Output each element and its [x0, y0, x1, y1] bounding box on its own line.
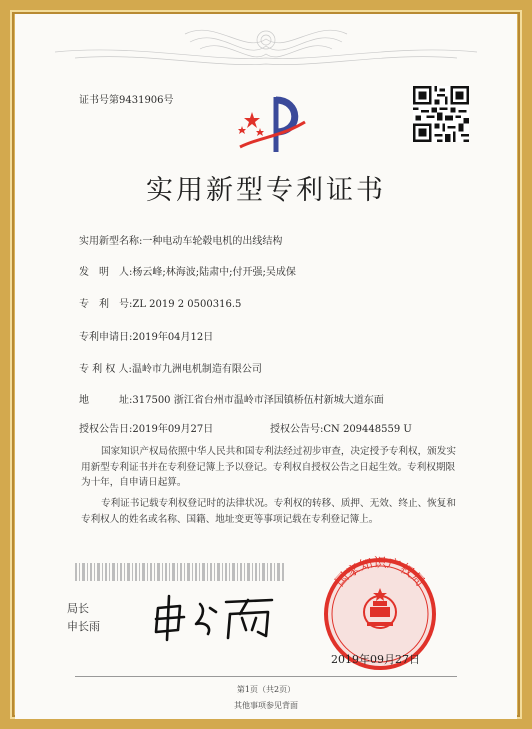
- certificate-title: 实用新型专利证书: [146, 175, 386, 206]
- field-label: 专利申请日:: [79, 332, 133, 343]
- director-title: 局长: [67, 603, 89, 615]
- field-value: ZL 2019 2 0500316.5: [132, 299, 242, 310]
- director-name: 申长雨: [67, 621, 100, 633]
- field-value: 温岭市九洲电机制造有限公司: [131, 364, 262, 375]
- field-value: 一种电动车轮毂电机的出线结构: [142, 236, 283, 247]
- grant-date-value: 2019年09月27日: [132, 424, 214, 435]
- field-value: 2019年04月12日: [132, 332, 214, 343]
- seal-date: 2019年09月27日: [331, 653, 420, 666]
- field-address: [79, 391, 384, 406]
- grant-number-label: 授权公告号:: [270, 424, 324, 435]
- certificate-number: 证书号第9431906号: [79, 95, 174, 106]
- qr-code-icon: [413, 86, 469, 142]
- grant-date-label: 授权公告日:: [79, 424, 133, 435]
- field-label: 发 明 人:: [79, 267, 133, 278]
- barcode-stripe: [75, 563, 285, 581]
- field-application-date: [79, 328, 213, 343]
- field-patentee: [79, 360, 262, 375]
- grant-number-row: [270, 420, 412, 435]
- field-label: 专 利 权 人:: [79, 364, 132, 375]
- legal-paragraph-1: 国家知识产权局依照中华人民共和国专利法经过初步审查，决定授予专利权，颁发实用新型专利证书并在专利登记簿上予以登记。专利权自授权公告之日起生效。专利权期限为十年，自申请日起算。: [81, 446, 456, 488]
- certificate-paper: [15, 14, 517, 719]
- footer-note: 其他事项参见背面: [234, 701, 298, 710]
- page-info: 第1页（共2页）: [236, 685, 296, 694]
- field-label: 专 利 号:: [79, 299, 133, 310]
- grant-date-row: [79, 420, 213, 435]
- field-value: 杨云峰;林海波;陆肃中;付开强;吴成保: [132, 267, 296, 278]
- grant-number-value: CN 209448559 U: [323, 424, 412, 435]
- guilloche-ornament: [15, 14, 517, 74]
- field-patent-number: [79, 295, 241, 310]
- field-label: 地 址:: [79, 395, 133, 406]
- seal-text: 国家知识产权局: [332, 556, 428, 590]
- field-name: [79, 232, 282, 247]
- field-value: 317500 浙江省台州市温岭市泽国镇桥伍村新城大道东面: [132, 395, 384, 406]
- legal-paragraph-2: 专利证书记载专利权登记时的法律状况。专利权的转移、质押、无效、终止、恢复和专利权人的姓名或名称、国籍、地址变更等事项记载在专利登记簿上。: [81, 498, 456, 525]
- handwritten-signature: [150, 594, 280, 642]
- cnipa-logo-icon: [230, 92, 310, 162]
- field-inventors: [79, 263, 296, 278]
- footer-divider: [75, 676, 457, 677]
- field-label: 实用新型名称:: [79, 236, 143, 247]
